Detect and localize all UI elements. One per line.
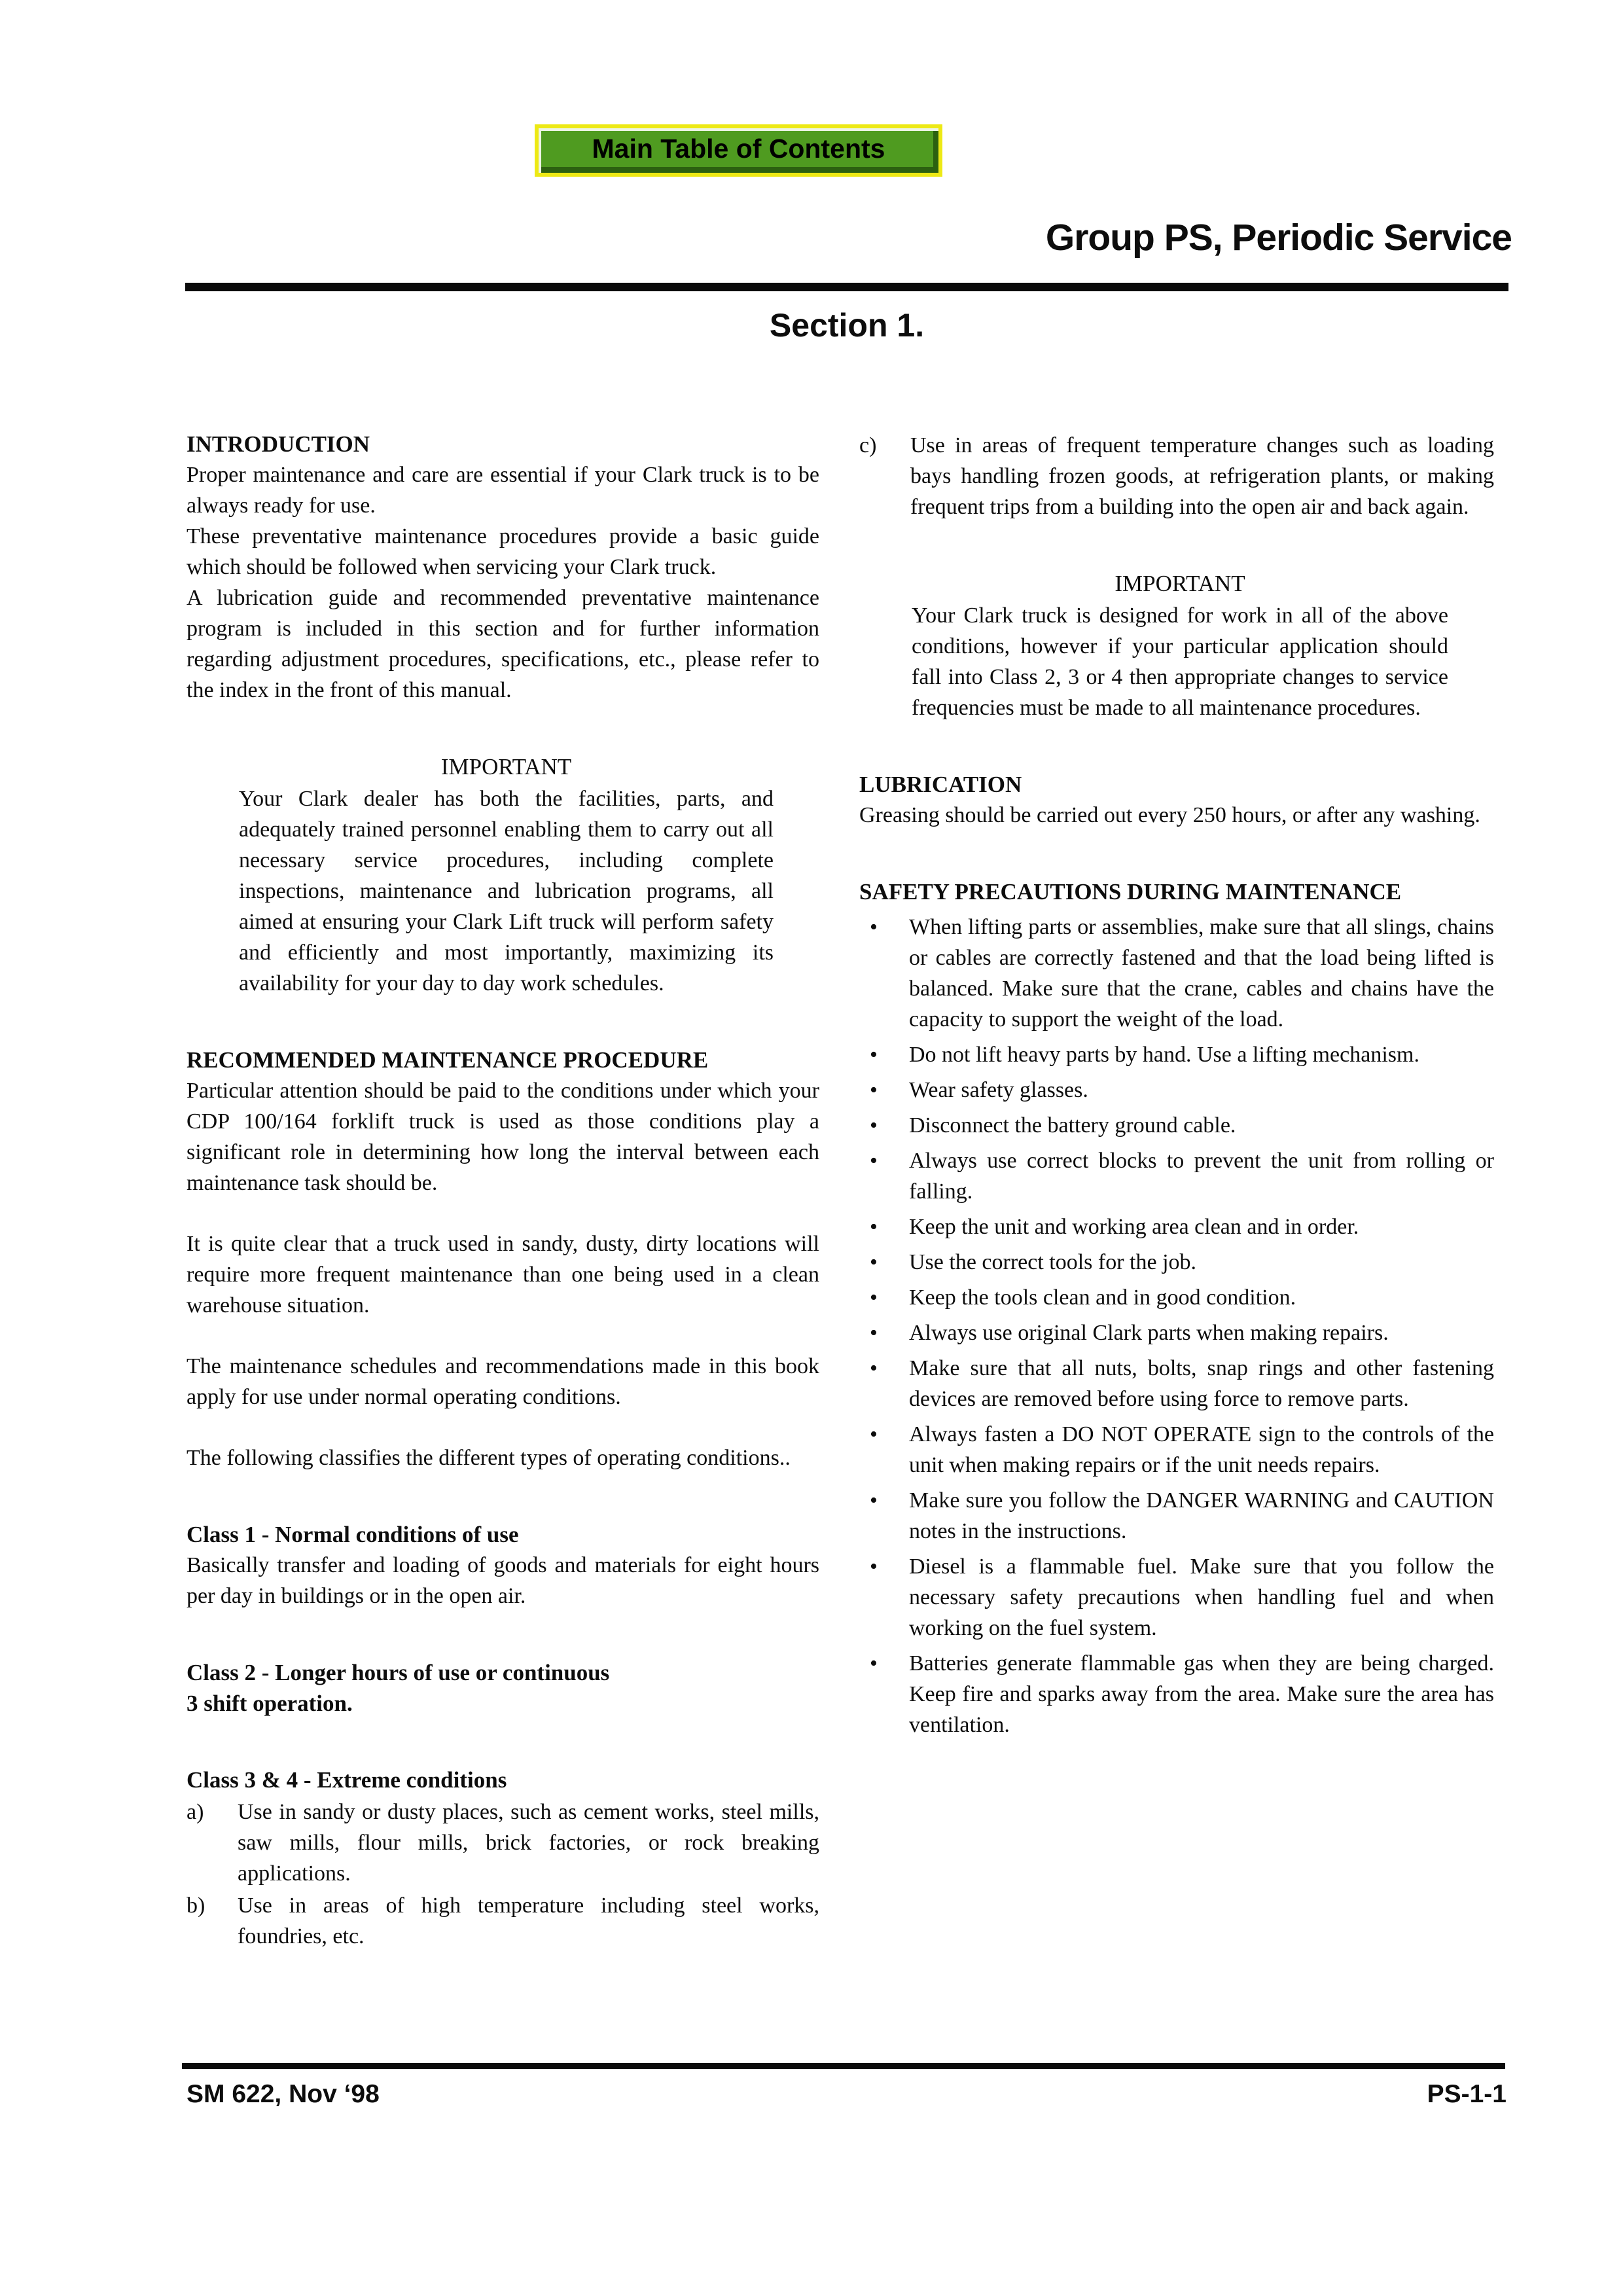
bullet-text: When lifting parts or assemblies, make sure that all slings, chains or cables are correctly fastened and that the load being lifted is balanced. Make sure that the crane, cables and chains have the capacity to support the weight of the load. <box>909 915 1494 1031</box>
safety-precautions-heading: SAFETY PRECAUTIONS DURING MAINTENANCE <box>859 879 1402 905</box>
bullet-icon: • <box>870 1113 878 1138</box>
bullet-icon: • <box>870 1043 878 1067</box>
safety-bullet <box>859 1282 1494 1313</box>
safety-bullet <box>859 1075 1494 1105</box>
bullet-text: Diesel is a flammable fuel. Make sure that you follow the necessary safety precautions when handling fuel and when working on the fuel system. <box>909 1554 1494 1640</box>
bullet-icon: • <box>870 1488 878 1513</box>
important-heading: IMPORTANT <box>1115 571 1245 596</box>
bullet-icon: • <box>870 1321 878 1345</box>
header-rule <box>185 283 1508 291</box>
bullet-icon: • <box>870 1250 878 1274</box>
bullet-icon: • <box>870 1285 878 1310</box>
item-label: b) <box>187 1893 205 1918</box>
footer-page-number: PS-1-1 <box>1427 2080 1507 2108</box>
recommended-paragraph: The maintenance schedules and recommendations made in this book apply for use under normal operating conditions. <box>187 1354 819 1409</box>
important-body: Your Clark dealer has both the facilities, parts, and adequately trained personnel enabling them to carry out all necessary service procedures, including complete inspections, maintenance and lubrication programs, all aimed at ensuring your Clark Lift truck will perform safety and efficiently and most importantly, maximizing its availability for your day to day work schedules. <box>239 787 774 996</box>
intro-paragraph: A lubrication guide and recommended preventative maintenance program is included in this section and for further information regarding adjustment procedures, specifications, etc., please refer to the index in the front of this manual. <box>187 586 819 702</box>
important-heading: IMPORTANT <box>440 754 572 780</box>
class2-heading: Class 2 - Longer hours of use or continuous <box>187 1660 610 1685</box>
bullet-text: Keep the unit and working area clean and in order. <box>909 1215 1359 1239</box>
item-text: Use in areas of frequent temperature changes such as loading bays handling frozen goods, at refrigeration plants, or making frequent trips from a building into the open air and back again. <box>910 433 1494 519</box>
safety-bullet <box>859 1247 1494 1278</box>
recommended-paragraph: The following classifies the different types of operating conditions.. <box>187 1446 791 1470</box>
item-text: Use in sandy or dusty places, such as cement works, steel mills, saw mills, flour mills, brick factories, or rock breaking applications. <box>238 1800 819 1886</box>
intro-paragraph: These preventative maintenance procedures provide a basic guide which should be followed when servicing your Clark truck. <box>187 524 819 579</box>
bullet-icon: • <box>870 1078 878 1102</box>
lubrication-body: Greasing should be carried out every 250 hours, or after any washing. <box>859 803 1480 827</box>
bullet-icon: • <box>870 1149 878 1173</box>
bullet-text: Keep the tools clean and in good condition. <box>909 1285 1296 1310</box>
list-item-b <box>187 1890 819 1952</box>
bullet-icon: • <box>870 1215 878 1239</box>
recommended-paragraph: It is quite clear that a truck used in sandy, dusty, dirty locations will require more frequent maintenance than one being used in a clean warehouse situation. <box>187 1232 819 1318</box>
safety-bullet <box>859 912 1494 1035</box>
intro-paragraph: Proper maintenance and care are essential if your Clark truck is to be always ready for use. <box>187 463 819 518</box>
safety-bullet <box>859 1211 1494 1242</box>
bullet-icon: • <box>870 1651 878 1676</box>
class1-body: Basically transfer and loading of goods and materials for eight hours per day in buildings or in the open air. <box>187 1553 819 1608</box>
bullet-text: Always use original Clark parts when making repairs. <box>909 1321 1389 1345</box>
safety-bullet <box>859 1353 1494 1414</box>
class34-heading: Class 3 & 4 - Extreme conditions <box>187 1767 507 1793</box>
bullet-text: Use the correct tools for the job. <box>909 1250 1197 1274</box>
bullet-text: Disconnect the battery ground cable. <box>909 1113 1236 1138</box>
item-label: c) <box>859 433 877 457</box>
safety-bullet <box>859 1039 1494 1070</box>
main-toc-button[interactable]: Main Table of Contents <box>535 124 942 177</box>
safety-bullet <box>859 1110 1494 1141</box>
footer-rule <box>182 2063 1505 2069</box>
bullet-text: Always fasten a DO NOT OPERATE sign to the controls of the unit when making repairs or if the unit needs repairs. <box>909 1422 1494 1477</box>
section-title: Section 1. <box>769 307 925 344</box>
item-text: Use in areas of high temperature including steel works, foundries, etc. <box>238 1893 819 1948</box>
class1-heading: Class 1 - Normal conditions of use <box>187 1522 519 1547</box>
important-body: Your Clark truck is designed for work in all of the above conditions, however if your particular application should fall into Class 2, 3 or 4 then appropriate changes to service frequencies must be made to all maintenance procedures. <box>912 603 1448 720</box>
safety-bullet <box>859 1318 1494 1348</box>
bullet-text: Wear safety glasses. <box>909 1078 1088 1102</box>
safety-bullet <box>859 1551 1494 1643</box>
bullet-icon: • <box>870 1422 878 1446</box>
left-column <box>187 429 819 1952</box>
safety-bullet <box>859 1419 1494 1480</box>
recommended-paragraph: Particular attention should be paid to the conditions under which your CDP 100/164 forklift truck is used as those conditions play a significant role in determining how long the interval between each maintenance task should be. <box>187 1079 819 1195</box>
lubrication-heading: LUBRICATION <box>859 772 1022 797</box>
list-item-c <box>859 430 1494 522</box>
bullet-icon: • <box>870 1356 878 1380</box>
right-column <box>859 429 1494 1740</box>
important-note-left <box>239 751 774 999</box>
footer-doc-id: SM 622, Nov ‘98 <box>187 2080 380 2108</box>
safety-bullet <box>859 1485 1494 1547</box>
bullet-text: Make sure you follow the DANGER WARNING and CAUTION notes in the instructions. <box>909 1488 1494 1543</box>
item-label: a) <box>187 1800 204 1824</box>
class2-heading-line2: 3 shift operation. <box>187 1691 353 1716</box>
safety-bullet <box>859 1648 1494 1740</box>
important-note-right <box>912 568 1448 723</box>
bullet-icon: • <box>870 1554 878 1579</box>
list-item-a <box>187 1797 819 1889</box>
bullet-text: Do not lift heavy parts by hand. Use a lifting mechanism. <box>909 1043 1419 1067</box>
bullet-text: Always use correct blocks to prevent the unit from rolling or falling. <box>909 1149 1494 1204</box>
introduction-heading: INTRODUCTION <box>187 431 370 457</box>
safety-bullet <box>859 1145 1494 1207</box>
bullet-text: Batteries generate flammable gas when they are being charged. Keep fire and sparks away from the area. Make sure the area has ventilation. <box>909 1651 1494 1737</box>
bullet-text: Make sure that all nuts, bolts, snap rings and other fastening devices are removed before using force to remove parts. <box>909 1356 1494 1411</box>
group-title: Group PS, Periodic Service <box>1045 217 1512 259</box>
recommended-maintenance-heading: RECOMMENDED MAINTENANCE PROCEDURE <box>187 1047 709 1073</box>
bullet-icon: • <box>870 915 878 939</box>
